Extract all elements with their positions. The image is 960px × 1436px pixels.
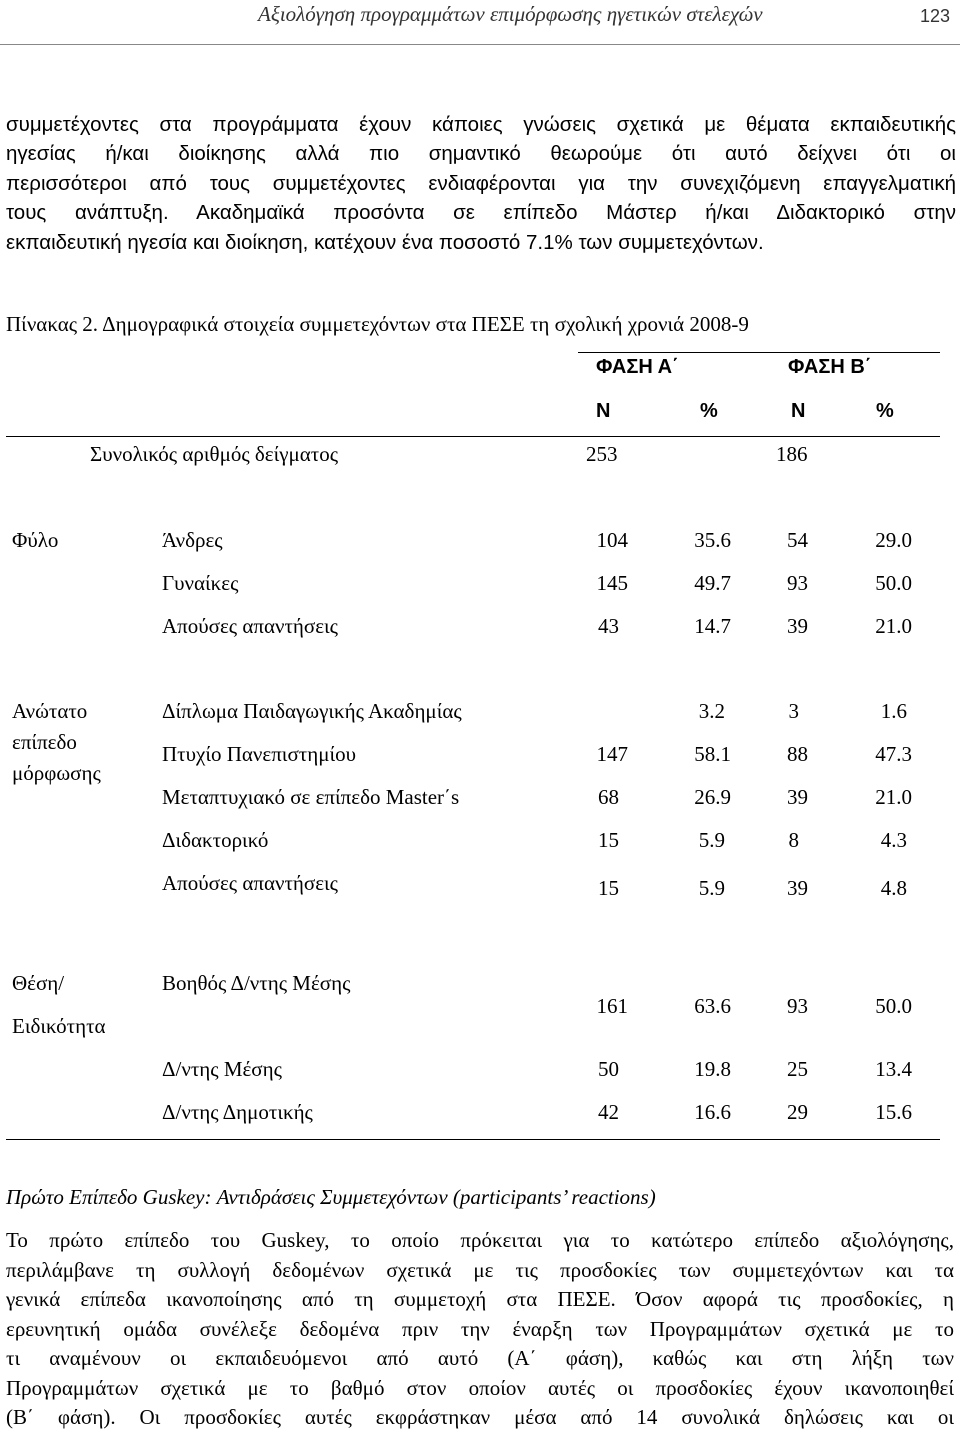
cell-n-b: 93 [787, 994, 808, 1018]
cell-pct-b: 50.0 [875, 994, 912, 1018]
cell-n-a: 145 [596, 571, 628, 595]
row-label: Πτυχίο Πανεπιστημίου [162, 742, 357, 766]
col-n-a: Ν [596, 400, 611, 422]
cell-n-a: 43 [598, 614, 619, 638]
group-label-gender: Φύλο [12, 528, 59, 552]
cell-pct-a: 63.6 [694, 994, 731, 1018]
total-label: Συνολικός αριθμός δείγματος [90, 442, 339, 466]
body-line: περιλάμβανε τη συλλογή δεδομένων σχετικά με τις προσδοκίες των συμμετεχόντων και τα [6, 1257, 954, 1282]
row-label: Διδακτορικό [162, 828, 269, 852]
total-a: 253 [586, 442, 618, 466]
total-b: 186 [776, 442, 808, 466]
body-line: Προγραμμάτων σχετικά με το βαθμό στον οποίον αυτές οι προσδοκίες έχουν ικανοποιηθεί [6, 1375, 954, 1400]
group-label-position-2: Ειδικότητα [12, 1014, 106, 1038]
cell-n-a: 161 [596, 994, 628, 1018]
row-label: Απούσες απαντήσεις [162, 614, 338, 638]
cell-n-b: 93 [787, 571, 808, 595]
cell-pct-a: 16.6 [694, 1100, 731, 1124]
body-line: τι αναμένουν οι εκπαιδευόμενοι από αυτό (Α΄ φάση), καθώς και στη λήξη των [6, 1346, 954, 1370]
cell-pct-a: 58.1 [694, 742, 731, 766]
cell-n-b: 39 [787, 785, 808, 809]
body-line: ερευνητική ομάδα συνέλεξε δεδομένα πριν την έναρξη των Προγραμμάτων σχετικά με το [6, 1316, 954, 1341]
cell-n-b: 39 [787, 614, 808, 638]
row-label: Βοηθός Δ/ντης Μέσης [162, 971, 351, 995]
row-label: Μεταπτυχιακό σε επίπεδο Master΄s [162, 785, 460, 809]
cell-n-a: 50 [598, 1057, 619, 1081]
row-label: Άνδρες [162, 528, 223, 552]
cell-n-a: 104 [596, 528, 628, 552]
cell-pct-a: 49.7 [694, 571, 731, 595]
intro-paragraph [6, 110, 956, 257]
cell-n-b: 8 [788, 828, 799, 852]
cell-pct-b: 50.0 [875, 571, 912, 595]
cell-pct-b: 13.4 [875, 1057, 912, 1081]
cell-pct-a: 5.9 [698, 876, 725, 900]
cell-n-b: 39 [787, 876, 808, 900]
cell-pct-b: 15.6 [875, 1100, 912, 1124]
intro-line: ηγεσίας ή/και διοίκησης αλλά πιο σημαντικό θεωρούμε ότι αυτό δείχνει ότι οι [6, 142, 956, 166]
cell-pct-a: 14.7 [694, 614, 731, 638]
cell-pct-b: 47.3 [875, 742, 912, 766]
group-label-education-1: Ανώτατο [12, 699, 88, 723]
cell-pct-a: 5.9 [698, 828, 725, 852]
cell-pct-b: 4.3 [880, 828, 907, 852]
cell-n-b: 3 [788, 699, 799, 723]
intro-line: περισσότεροι από τους συμμετέχοντες ενδιαφέρονται για την συνεχιζόμενη επαγγελματική [6, 171, 956, 195]
cell-pct-a: 35.6 [694, 528, 731, 552]
intro-line: τους ανάπτυξη. Ακαδημαϊκά προσόντα σε επίπεδο Μάστερ ή/και Διδακτορικό στην [6, 201, 956, 225]
group-label-education-2: επίπεδο [12, 730, 77, 754]
row-label: Δ/ντης Μέσης [162, 1057, 282, 1081]
table-bottom-rule [6, 1139, 940, 1140]
body-line: (Β΄ φάση). Οι προσδοκίες αυτές εκφράστηκαν μέσα από 14 συνολικά δηλώσεις και οι [6, 1405, 954, 1429]
cell-pct-b: 4.8 [880, 876, 907, 900]
cell-n-a: 147 [596, 742, 628, 766]
row-label: Γυναίκες [162, 571, 239, 595]
cell-n-a: 15 [598, 876, 619, 900]
header-rule [0, 44, 960, 45]
cell-n-b: 88 [787, 742, 808, 766]
body-line: Το πρώτο επίπεδο του Guskey, το οποίο πρόκειται για το κατώτερο επίπεδο αξιολόγησης, [6, 1228, 954, 1252]
cell-pct-a: 19.8 [694, 1057, 731, 1081]
phase-b-header: ΦΑΣΗ Β΄ [788, 356, 872, 378]
cell-n-a: 42 [598, 1100, 619, 1124]
row-label: Δ/ντης Δημοτικής [162, 1100, 313, 1124]
phase-a-header: ΦΑΣΗ Α΄ [596, 356, 679, 378]
cell-n-b: 25 [787, 1057, 808, 1081]
body-line: γενικά επίπεδα ικανοποίησης από τη συμμετοχή στα ΠΕΣΕ. Όσον αφορά τις προσδοκίες, η [6, 1287, 954, 1311]
row-label: Δίπλωμα Παιδαγωγικής Ακαδημίας [162, 699, 462, 723]
cell-n-b: 54 [787, 528, 808, 552]
header-bottom-rule [6, 436, 940, 437]
body-paragraph [6, 1226, 954, 1433]
table-caption: Πίνακας 2. Δημογραφικά στοιχεία συμμετεχόντων στα ΠΕΣΕ τη σχολική χρονιά 2008-9 [6, 312, 749, 336]
group-label-position-1: Θέση/ [12, 971, 65, 995]
cell-pct-a: 26.9 [694, 785, 731, 809]
cell-n-a: 68 [598, 785, 619, 809]
intro-line: συμμετέχοντες στα προγράμματα έχουν κάποιες γνώσεις σχετικά με θέματα εκπαιδευτικής [6, 113, 956, 136]
cell-pct-b: 21.0 [875, 614, 912, 638]
intro-line: εκπαιδευτική ηγεσία και διοίκηση, κατέχουν ένα ποσοστό 7.1% των συμμετεχόντων. [6, 230, 764, 254]
row-label: Απούσες απαντήσεις [162, 871, 338, 895]
cell-pct-b: 21.0 [875, 785, 912, 809]
running-title: Αξιολόγηση προγραμμάτων επιμόρφωσης ηγετικών στελεχών [258, 2, 763, 26]
cell-n-a: 15 [598, 828, 619, 852]
col-pct-b: % [876, 400, 894, 422]
group-label-education-3: μόρφωσης [12, 761, 101, 785]
cell-pct-b: 29.0 [875, 528, 912, 552]
section-heading: Πρώτο Επίπεδο Guskey: Αντιδράσεις Συμμετεχόντων (participants’ reactions) [6, 1185, 656, 1209]
table-top-rule [578, 352, 940, 353]
page-number: 123 [920, 6, 951, 26]
cell-n-b: 29 [787, 1100, 808, 1124]
cell-pct-b: 1.6 [880, 699, 907, 723]
col-n-b: Ν [791, 400, 806, 422]
cell-pct-a: 3.2 [698, 699, 725, 723]
col-pct-a: % [700, 400, 718, 422]
